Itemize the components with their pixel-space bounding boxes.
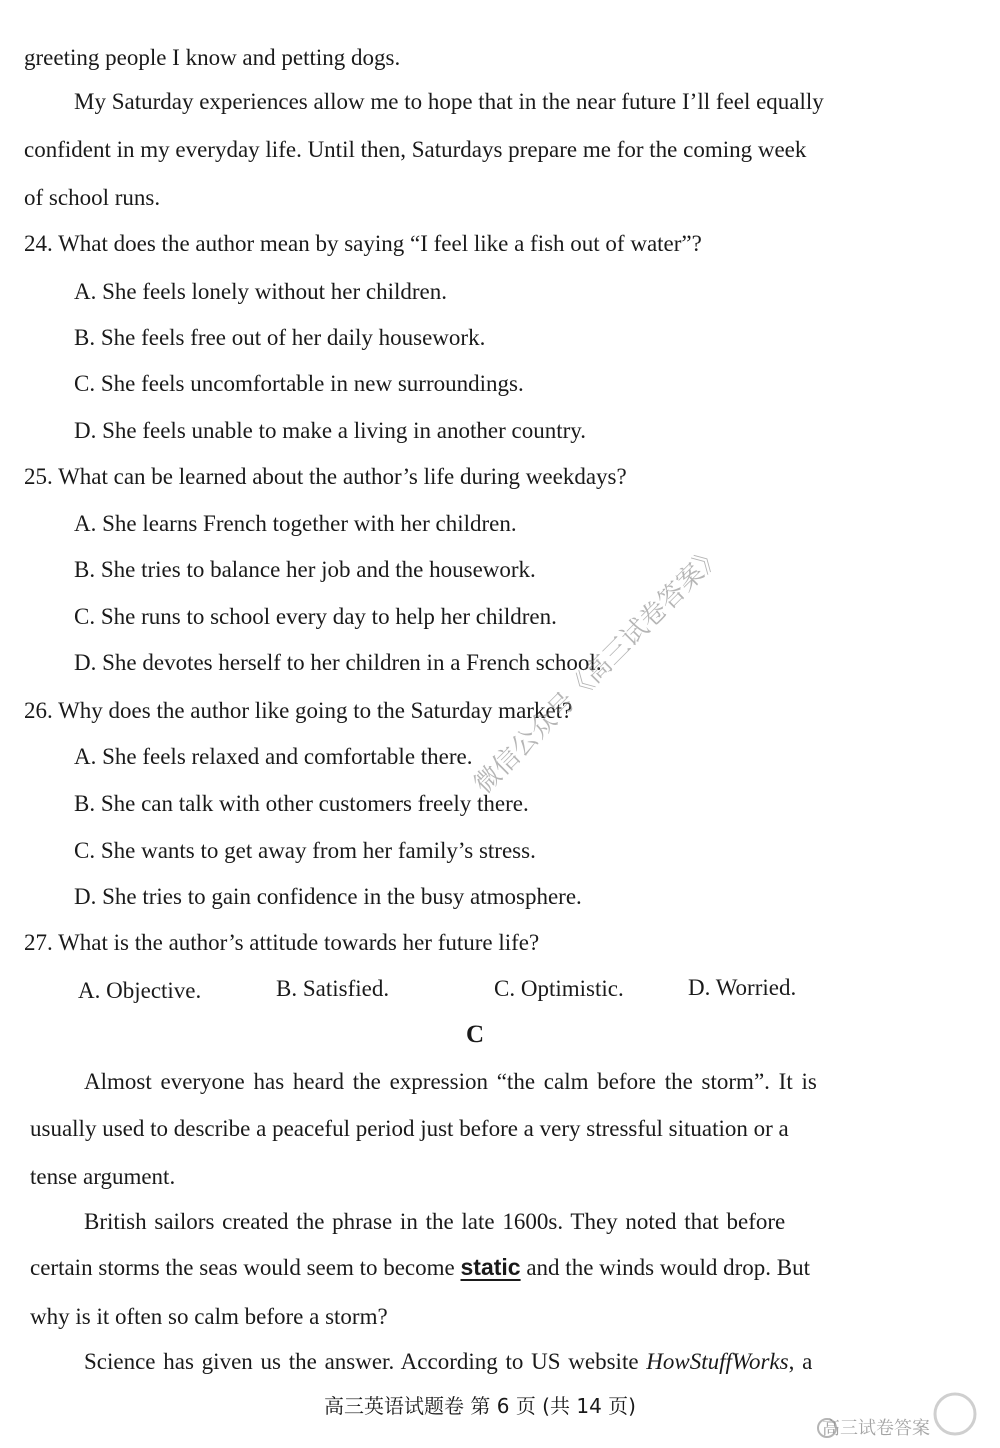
watermark-text: 微信公众号《高三试卷答案》: [468, 539, 729, 800]
question-27-option-a: A. Objective.: [78, 978, 202, 1003]
passage-line: tense argument.: [30, 1164, 176, 1189]
corner-watermark-text: 高三试卷答案: [822, 1418, 930, 1439]
question-27-stem: 27. What is the author’s attitude towards her future life?: [24, 930, 540, 955]
passage-text: Science has given us the answer. According to US website: [84, 1349, 647, 1374]
page-footer: 高三英语试题卷 第 6 页 (共 14 页): [324, 1394, 636, 1418]
question-24-option-d: D. She feels unable to make a living in another country.: [74, 418, 587, 443]
passage-line: [84, 1350, 812, 1373]
section-heading: C: [466, 1021, 485, 1048]
question-26-option-a: A. She feels relaxed and comfortable there.: [74, 744, 473, 769]
passage-line: Almost everyone has heard the expression “the calm before the storm”. It is: [84, 1069, 817, 1094]
passage-line: confident in my everyday life. Until then, Saturdays prepare me for the coming week: [24, 137, 807, 162]
question-24-option-b: B. She feels free out of her daily housework.: [74, 325, 486, 350]
question-26-option-d: D. She tries to gain confidence in the busy atmosphere.: [74, 884, 582, 909]
question-25-option-c: C. She runs to school every day to help her children.: [74, 604, 557, 629]
passage-line: of school runs.: [24, 185, 161, 210]
passage-line: My Saturday experiences allow me to hope that in the near future I’ll feel equally: [74, 89, 824, 114]
passage-text: certain storms the seas would seem to become: [30, 1255, 461, 1280]
question-26-option-c: C. She wants to get away from her family’s stress.: [74, 838, 536, 863]
passage-line: why is it often so calm before a storm?: [30, 1304, 388, 1329]
passage-text: , a: [788, 1349, 813, 1374]
question-24-stem: 24. What does the author mean by saying “I feel like a fish out of water”?: [24, 231, 702, 256]
question-26-stem: 26. Why does the author like going to the Saturday market?: [24, 698, 573, 723]
question-26-option-b: B. She can talk with other customers freely there.: [74, 791, 529, 816]
question-25-option-d: D. She devotes herself to her children in a French school.: [74, 650, 602, 675]
vocab-word-static: static: [460, 1254, 521, 1280]
question-27-option-c: C. Optimistic.: [494, 976, 624, 1001]
question-25-stem: 25. What can be learned about the author’s life during weekdays?: [24, 464, 627, 489]
question-27-option-d: D. Worried.: [688, 975, 797, 1000]
passage-line: [30, 1256, 810, 1279]
question-25-option-a: A. She learns French together with her children.: [74, 511, 517, 536]
question-27-option-b: B. Satisfied.: [276, 976, 390, 1001]
question-24-option-c: C. She feels uncomfortable in new surroundings.: [74, 371, 524, 396]
passage-line: usually used to describe a peaceful period just before a very stressful situation or a: [30, 1116, 789, 1141]
question-24-option-a: A. She feels lonely without her children.: [74, 279, 448, 304]
passage-line: greeting people I know and petting dogs.: [24, 45, 401, 70]
question-25-option-b: B. She tries to balance her job and the housework.: [74, 557, 536, 582]
website-name: HowStuffWorks: [646, 1349, 789, 1374]
passage-line: British sailors created the phrase in the late 1600s. They noted that before: [84, 1209, 786, 1234]
passage-text: and the winds would drop. But: [520, 1255, 810, 1280]
